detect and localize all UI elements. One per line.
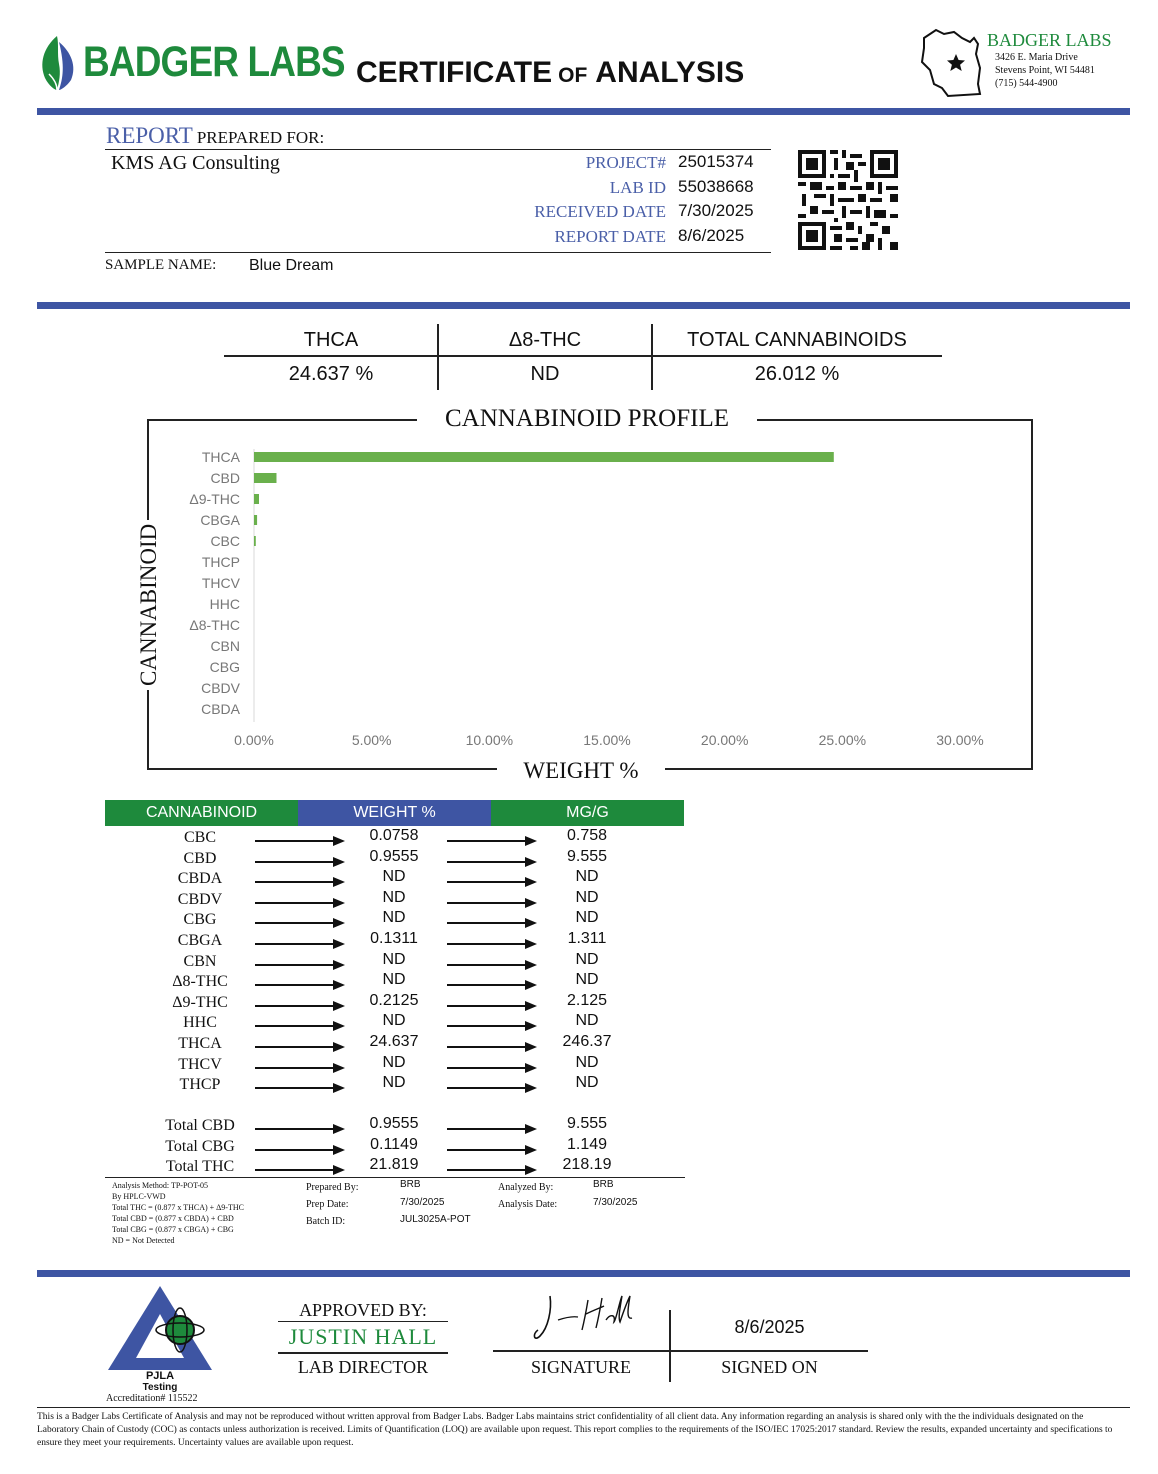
y-tick-label: CBG (209, 659, 240, 675)
approved-by-rule (278, 1321, 448, 1322)
mg-per-g: 1.311 (567, 930, 607, 947)
prep-date: 7/30/2025 (400, 1197, 445, 1208)
cannabinoid-profile-chart (147, 419, 1033, 770)
analysis-date-label: Analysis Date: (498, 1199, 558, 1210)
weight-percent: ND (382, 971, 406, 989)
x-tick-label: 0.00% (234, 732, 274, 748)
analysis-date: 7/30/2025 (593, 1197, 638, 1208)
cannabinoid-name: CBD (183, 849, 217, 867)
summary-d8thc-value: ND (530, 363, 560, 385)
y-tick-label: CBC (210, 533, 240, 549)
approver-role: LAB DIRECTOR (297, 1357, 429, 1377)
y-tick-label: Δ8-THC (189, 617, 240, 633)
pjla-accreditation-logo (104, 1284, 216, 1406)
method-line: Total THC = (0.877 x THCA) + Δ9-THC (112, 1203, 244, 1212)
table-row (105, 1014, 685, 1034)
method-notes (112, 1180, 312, 1246)
mg-per-g: ND (575, 1012, 599, 1030)
results-bottom-rule (105, 1177, 685, 1178)
approver-name: JUSTIN HALL (288, 1324, 438, 1349)
analyzed-by-label: Analyzed By: (498, 1182, 554, 1193)
table-row (105, 911, 685, 931)
header-divider (37, 108, 1130, 115)
cannabinoid-name: CBDV (177, 890, 223, 908)
cannabinoid-name: Δ9-THC (172, 993, 228, 1011)
cannabinoid-name: Total CBG (165, 1137, 235, 1155)
report-date-label: REPORT DATE (554, 227, 666, 246)
accreditation-number: Accreditation# 115522 (106, 1393, 198, 1404)
mg-per-g: ND (575, 888, 599, 906)
prepared-by: BRB (400, 1179, 421, 1190)
table-row (105, 932, 685, 952)
cannabinoid-name: CBC (183, 829, 216, 846)
weight-percent: ND (382, 1012, 406, 1030)
weight-percent: 21.819 (369, 1156, 419, 1173)
weight-percent: 0.1311 (370, 930, 418, 947)
cannabinoid-name: Total CBD (165, 1117, 235, 1134)
table-row (105, 1076, 685, 1096)
weight-percent: ND (382, 1074, 406, 1092)
mg-per-g: ND (575, 1074, 599, 1092)
lab-id-label: LAB ID (609, 178, 666, 197)
method-line: Analysis Method: TP-POT-05 (112, 1181, 209, 1190)
chart-title: CANNABINOID PROFILE (417, 405, 757, 433)
table-row (105, 847, 685, 870)
project-number: 25015374 (678, 152, 754, 171)
chart-xlabel: WEIGHT % (497, 758, 665, 784)
batch-id: JUL3025A-POT (400, 1214, 471, 1225)
total-row (105, 1135, 685, 1158)
mg-per-g: 2.125 (566, 991, 608, 1009)
badger-labs-logo (35, 34, 345, 94)
sample-name-label: SAMPLE NAME: (105, 257, 217, 273)
sample-name: Blue Dream (249, 257, 334, 274)
document-title (356, 56, 744, 90)
mg-per-g: 218.19 (562, 1156, 612, 1173)
summary-total-value: 26.012 % (754, 363, 840, 385)
table-row (105, 1053, 685, 1076)
lab-address-2: Stevens Point, WI 54481 (995, 65, 1095, 76)
x-tick-label: 10.00% (465, 732, 514, 748)
pjla-triangle-icon (104, 1284, 216, 1374)
bar (254, 452, 834, 462)
report-word: REPORT (106, 123, 193, 148)
method-line: Total CBG = (0.877 x CBGA) + CBG (112, 1225, 234, 1234)
method-line: Total CBD = (0.877 x CBDA) + CBD (112, 1214, 234, 1223)
weight-percent: ND (382, 868, 406, 886)
signature-image (528, 1290, 648, 1350)
footer-rule (37, 1407, 1130, 1408)
mg-per-g: 246.37 (562, 1033, 612, 1050)
weight-percent: 0.0758 (369, 827, 419, 844)
report-date: 8/6/2025 (678, 226, 745, 245)
summary-thca-value: 24.637 % (288, 363, 374, 385)
approver-rule (278, 1352, 448, 1354)
y-tick-label: THCA (201, 449, 240, 465)
mg-per-g: 9.555 (566, 847, 608, 865)
signed-date: 8/6/2025 (734, 1317, 805, 1337)
mg-per-g: ND (575, 868, 599, 886)
prepared-for-rule (105, 149, 771, 150)
y-tick-label: CBGA (200, 512, 240, 528)
report-info-bottom-rule (105, 252, 771, 253)
y-tick-label: THCP (201, 554, 240, 570)
cannabinoid-name: THCV (178, 1055, 222, 1073)
weight-percent: ND (382, 888, 406, 906)
weight-percent: ND (382, 909, 406, 927)
method-line: ND = Not Detected (112, 1236, 175, 1245)
signature-rule (493, 1350, 868, 1352)
cannabinoid-name: Δ8-THC (172, 973, 228, 991)
y-tick-label: CBD (210, 470, 240, 486)
summary-d8thc-label: Δ8-THC (508, 329, 582, 351)
y-tick-label: Δ9-THC (189, 491, 240, 507)
mg-per-g: ND (575, 909, 599, 927)
signature-label: SIGNATURE (530, 1357, 631, 1377)
received-date: 7/30/2025 (678, 201, 754, 220)
client-name: KMS AG Consulting (111, 152, 280, 174)
logo-wordmark: BADGER LABS (83, 38, 345, 86)
prepared-for-label: PREPARED FOR: (196, 128, 325, 147)
weight-percent: ND (382, 950, 406, 968)
title-certificate: CERTIFICATE (356, 56, 553, 89)
weight-percent: 24.637 (369, 1033, 419, 1050)
prepared-by-label: Prepared By: (306, 1182, 359, 1193)
y-tick-label: THCV (201, 575, 240, 591)
x-tick-label: 25.00% (818, 732, 867, 748)
y-tick-label: CBDV (201, 680, 240, 696)
qr-code-icon (798, 150, 898, 250)
wisconsin-map-icon (918, 24, 988, 98)
summary-total-label: TOTAL CANNABINOIDS (687, 329, 907, 351)
y-tick-label: CBN (210, 638, 240, 654)
prepared-for-heading (106, 123, 324, 149)
table-row (105, 888, 685, 911)
received-date-label: RECEIVED DATE (534, 202, 666, 221)
prep-date-label: Prep Date: (306, 1199, 349, 1210)
cannabinoid-name: Total THC (165, 1158, 235, 1175)
lab-address-1: 3426 E. Maria Drive (995, 52, 1078, 63)
y-tick-label: HHC (209, 596, 240, 612)
bar (254, 494, 259, 504)
weight-percent: 0.1149 (370, 1135, 418, 1153)
title-analysis: ANALYSIS (595, 56, 745, 89)
lab-phone: (715) 544-4900 (995, 78, 1058, 89)
table-row (105, 870, 685, 890)
mg-per-g: 0.758 (566, 827, 608, 844)
bar (254, 473, 276, 483)
project-label: PROJECT# (585, 153, 666, 172)
col-header-cannabinoid: CANNABINOID (105, 800, 298, 826)
table-row (105, 829, 685, 849)
cannabinoid-name: CBGA (177, 932, 223, 949)
lab-name: BADGER LABS (987, 30, 1112, 50)
weight-percent: 0.9555 (369, 1115, 419, 1132)
cannabinoid-name: CBN (183, 952, 217, 970)
weight-percent: 0.2125 (369, 991, 419, 1009)
col-header-weight: WEIGHT % (298, 800, 491, 826)
table-row (105, 991, 685, 1014)
table-row (105, 973, 685, 993)
cannabinoid-name: THCA (178, 1035, 222, 1052)
cannabinoid-name: HHC (183, 1014, 217, 1032)
pjla-text: PJLA (145, 1370, 175, 1382)
weight-percent: ND (382, 1053, 406, 1071)
analyzed-by: BRB (593, 1179, 614, 1190)
y-tick-label: CBDA (201, 701, 240, 717)
total-row (105, 1117, 685, 1137)
col-header-mgg: MG/G (491, 800, 684, 826)
batch-id-label: Batch ID: (306, 1216, 346, 1227)
mg-per-g: 9.555 (566, 1115, 608, 1132)
approval-divider (37, 1270, 1130, 1277)
lab-id: 55038668 (678, 177, 754, 196)
disclaimer: This is a Badger Labs Certificate of Analysis and may not be reproduced without written approval from Badger Labs. Badger Labs maintains strict confidentiality of all client data. Any information regarding an analysis is shared only with the the individuals designated on the Laboratory Chain of Custody (COC) as contacts unless authorization is received. Limits of Quantification (LOQ) are available upon request. This report complies to the requirements of the ISO/IEC 17025:2017 standard. Review the results, expanded uncertainty and specifications to ensure they meet your requirements. Uncertainty values are available upon request. (37, 1412, 1113, 1448)
bar (254, 515, 257, 525)
leaf-icon (35, 34, 79, 92)
cannabinoid-name: THCP (179, 1076, 221, 1094)
table-row (105, 1035, 685, 1055)
report-divider (37, 302, 1130, 309)
title-of: OF (558, 64, 588, 87)
qr-code[interactable] (798, 150, 898, 250)
method-line: By HPLC-VWD (112, 1192, 166, 1201)
approved-by-label: APPROVED BY: (299, 1300, 427, 1320)
summary-thca-label: THCA (303, 329, 359, 351)
chart-ylabel: CANNABINOID (136, 520, 162, 690)
signed-on-label: SIGNED ON (721, 1357, 818, 1377)
x-tick-label: 15.00% (583, 732, 631, 748)
cannabinoid-name: CBDA (177, 870, 223, 888)
mg-per-g: ND (575, 1053, 599, 1071)
mg-per-g: ND (575, 971, 599, 989)
x-tick-label: 20.00% (700, 732, 749, 748)
bar (254, 536, 256, 546)
x-tick-label: 5.00% (351, 732, 392, 748)
total-row (105, 1158, 685, 1178)
weight-percent: 0.9555 (369, 847, 419, 865)
x-tick-label: 30.00% (936, 732, 984, 748)
pjla-testing: Testing (142, 1382, 178, 1393)
table-row (105, 950, 685, 973)
mg-per-g: 1.149 (566, 1135, 608, 1153)
cannabinoid-name: CBG (183, 911, 217, 929)
mg-per-g: ND (575, 950, 599, 968)
summary-rule (224, 355, 942, 357)
